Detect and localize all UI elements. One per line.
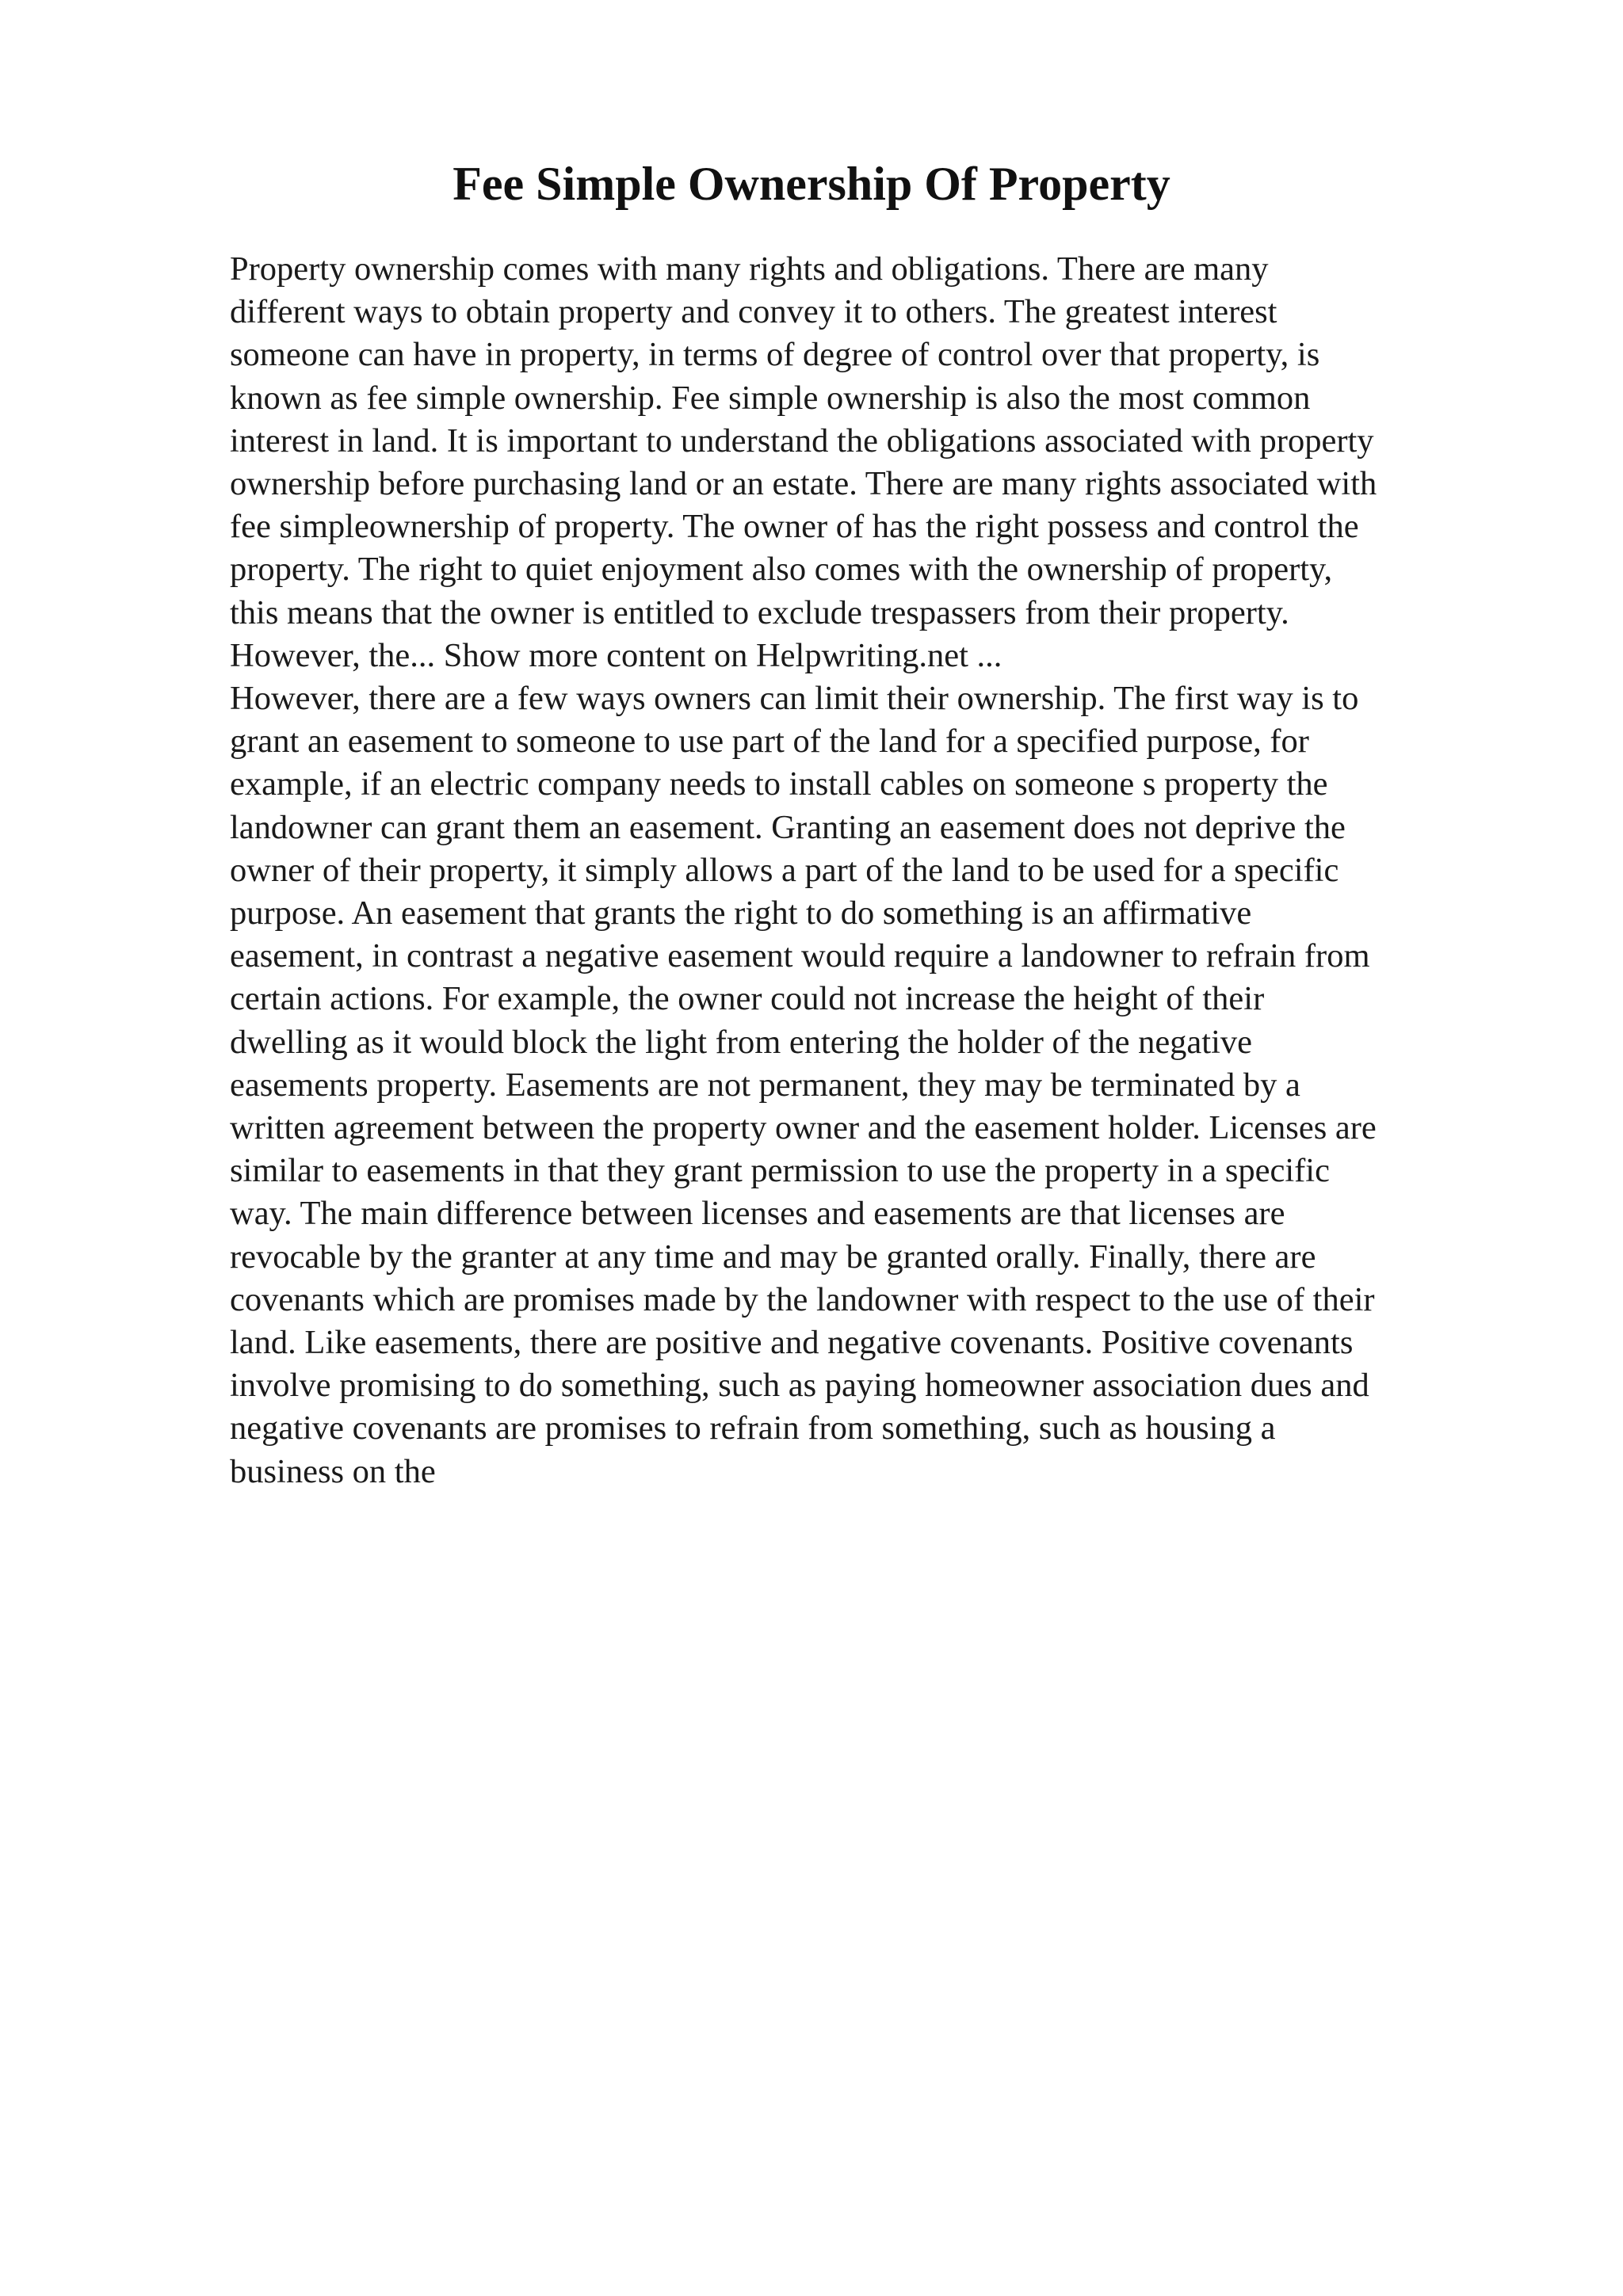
text-line: However, there are a few ways owners can limit their ownership. The first way is to: [230, 680, 1359, 718]
text-line: easement, in contrast a negative easement would require a landowner to refrain from: [230, 937, 1370, 975]
text-line: purpose. An easement that grants the right to do something is an affirmative: [230, 894, 1252, 933]
text-line: land. Like easements, there are positive and negative covenants. Positive covenants: [230, 1324, 1354, 1362]
text-line: certain actions. For example, the owner could not increase the height of their: [230, 980, 1265, 1018]
text-line: similar to easements in that they grant permission to use the property in a specific: [230, 1152, 1330, 1190]
text-line: covenants which are promises made by the landowner with respect to the use of their: [230, 1280, 1375, 1318]
text-line: fee simpleownership of property. The owner of has the right possess and control the: [230, 508, 1359, 546]
text-line: this means that the owner is entitled to exclude trespassers from their property.: [230, 593, 1289, 631]
text-line: dwelling as it would block the light from entering the holder of the negative: [230, 1023, 1253, 1061]
text-line: ownership before purchasing land or an estate. There are many rights associated with: [230, 465, 1377, 503]
text-line: negative covenants are promises to refrain from something, such as housing a: [230, 1409, 1276, 1447]
text-line: involve promising to do something, such as paying homeowner association dues and: [230, 1367, 1369, 1405]
text-line: Property ownership comes with many rights and obligations. There are many: [230, 250, 1269, 288]
text-line: However, the... Show more content on Helpwriting.net ...: [230, 636, 1002, 674]
text-line: interest in land. It is important to understand the obligations associated with property: [230, 421, 1374, 460]
text-line: owner of their property, it simply allows a part of the land to be used for a specific: [230, 851, 1339, 889]
text-line: business on the: [230, 1452, 436, 1490]
document-title: Fee Simple Ownership Of Property: [453, 158, 1170, 210]
text-line: written agreement between the property owner and the easement holder. Licenses are: [230, 1109, 1377, 1147]
text-line: property. The right to quiet enjoyment also comes with the ownership of property,: [230, 551, 1333, 589]
text-line: different ways to obtain property and convey it to others. The greatest interest: [230, 293, 1277, 331]
document-body: [230, 248, 1514, 1493]
text-line: known as fee simple ownership. Fee simple ownership is also the most common: [230, 379, 1311, 417]
text-line: landowner can grant them an easement. Granting an easement does not deprive the: [230, 808, 1346, 846]
text-line: example, if an electric company needs to install cables on someone s property the: [230, 765, 1328, 803]
text-line: grant an easement to someone to use part of the land for a specified purpose, for: [230, 723, 1309, 761]
text-line: someone can have in property, in terms of degree of control over that property, is: [230, 336, 1320, 374]
text-line: easements property. Easements are not permanent, they may be terminated by a: [230, 1066, 1300, 1104]
text-line: revocable by the granter at any time and may be granted orally. Finally, there are: [230, 1238, 1316, 1276]
text-line: way. The main difference between licenses and easements are that licenses are: [230, 1195, 1285, 1233]
